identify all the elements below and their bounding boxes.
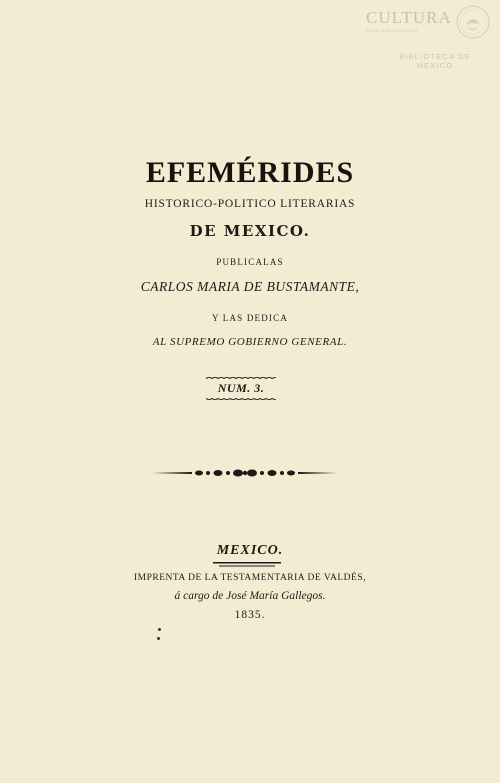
double-rule [213, 562, 281, 568]
imprint-city: MEXICO. [216, 543, 284, 558]
watermark-title: CULTURA [366, 8, 452, 27]
book-subtitle: HISTORICO-POLITICO LITERARIAS [144, 198, 356, 210]
imprint-printer: IMPRENTA DE LA TESTAMENTARIA DE VALDÉS, [133, 573, 367, 583]
eagle-seal-icon [455, 4, 491, 40]
imprint-by: á cargo de José María Gallegos. [174, 590, 326, 602]
book-title: EFEMÉRIDES [145, 156, 355, 189]
watermark-library: BIBLIOTECA DE MEXICO [399, 52, 471, 70]
issue-number-block [200, 377, 282, 403]
publicalas-label: PUBLICALAS [216, 257, 284, 267]
watermark-subtitle: SECRETARÍA DE CULTURA [366, 28, 418, 33]
issue-number: NUM. 3. [217, 381, 265, 395]
book-place: DE MEXICO. [189, 222, 311, 240]
author-name: CARLOS MARIA DE BUSTAMANTE, [140, 279, 360, 294]
ornamental-rule [206, 397, 276, 400]
paper-speck [158, 628, 161, 631]
dedica-label: Y LAS DEDICA [211, 313, 289, 323]
ornamental-divider [152, 466, 338, 480]
ornamental-rule [206, 377, 276, 380]
paper-speck [157, 637, 160, 640]
imprint-year: 1835. [234, 609, 266, 621]
dedication-text: AL SUPREMO GOBIERNO GENERAL. [152, 336, 348, 348]
